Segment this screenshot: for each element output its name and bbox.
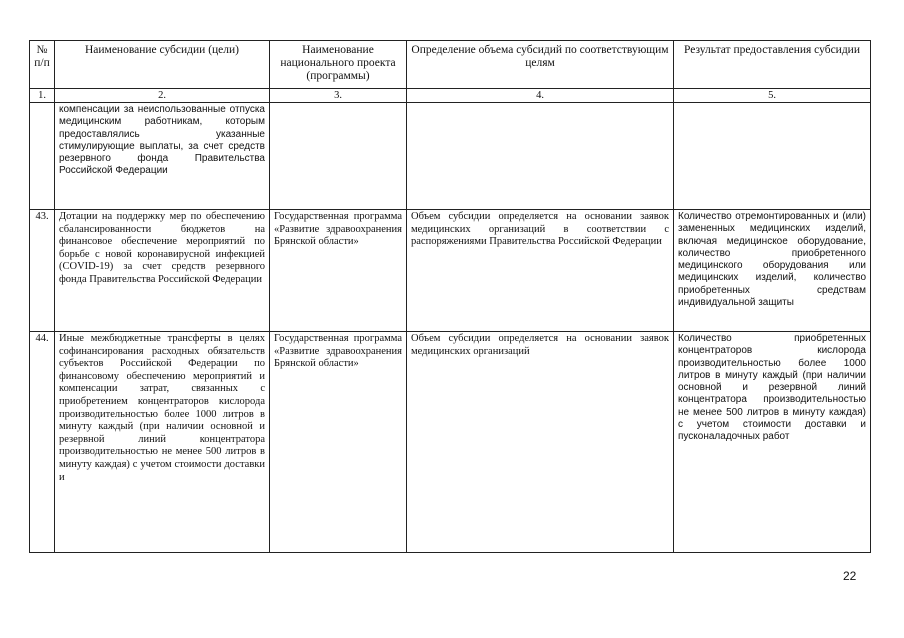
result-text: Количество приобретенных концентраторов кислорода производительностью более 1000 литров в минуту каждый (при наличии основной и резервной линий концентратора производительностью не менее 500 литров в минуту каждая) с учетом стоимости доставки и пусконаладочных работ [674,332,871,553]
column-number: 2. [55,89,270,103]
header-row [30,41,871,89]
column-number: 3. [270,89,407,103]
definition-text [407,103,674,210]
subsidy-name: компенсации за неиспользованные отпуска медицинским работникам, которым предоставлялись указанные стимулирующие выплаты, за счет средств резервного фонда Правительства Российской Федерации [55,103,270,210]
column-number: 1. [30,89,55,103]
definition-text: Объем субсидии определяется на основании заявок медицинских организаций в соответствии с распоряжениями Правительства Российской Федерации [407,210,674,332]
subsidy-name: Иные межбюджетные трансферты в целях софинансирования расходных обязательств субъектов Российской Федерации по финансовому обеспечению мероприятий и компенсации затрат, связанных с приобретением концентраторов кислорода производительностью более 1000 литров в минуту каждый (при наличии основной и резервной линий концентратора производительностью не менее 500 литров в минуту каждая) с учетом стоимости доставки и [55,332,270,553]
row-number: 43. [30,210,55,332]
subsidy-table [29,40,871,553]
header-num: № п/п [30,41,55,89]
project-name [270,103,407,210]
table-row [30,103,871,210]
column-number-row [30,89,871,103]
table-row [30,332,871,553]
row-number [30,103,55,210]
table-row [30,210,871,332]
definition-text: Объем субсидии определяется на основании заявок медицинских организаций [407,332,674,553]
project-name: Государственная программа «Развитие здравоохранения Брянской области» [270,210,407,332]
header-project: Наименование национального проекта (программы) [270,41,407,89]
result-text: Количество отремонтированных и (или) замененных медицинских изделий, включая медицинское оборудование, количество приобретенного медицинского оборудования или медицинских изделий, количество приобретенных средствам индивидуальной защиты [674,210,871,332]
column-number: 5. [674,89,871,103]
project-name: Государственная программа «Развитие здравоохранения Брянской области» [270,332,407,553]
header-result: Результат предоставления субсидии [674,41,871,89]
column-number: 4. [407,89,674,103]
header-subsidy-name: Наименование субсидии (цели) [55,41,270,89]
subsidy-name: Дотации на поддержку мер по обеспечению сбалансированности бюджетов на финансовое обеспечение мероприятий по борьбе с новой коронавирусной инфекцией (COVID-19) за счет средств резервного фонда Правительства Российской Федерации [55,210,270,332]
page-number: 22 [843,569,857,583]
row-number: 44. [30,332,55,553]
result-text [674,103,871,210]
header-definition: Определение объема субсидий по соответствующим целям [407,41,674,89]
